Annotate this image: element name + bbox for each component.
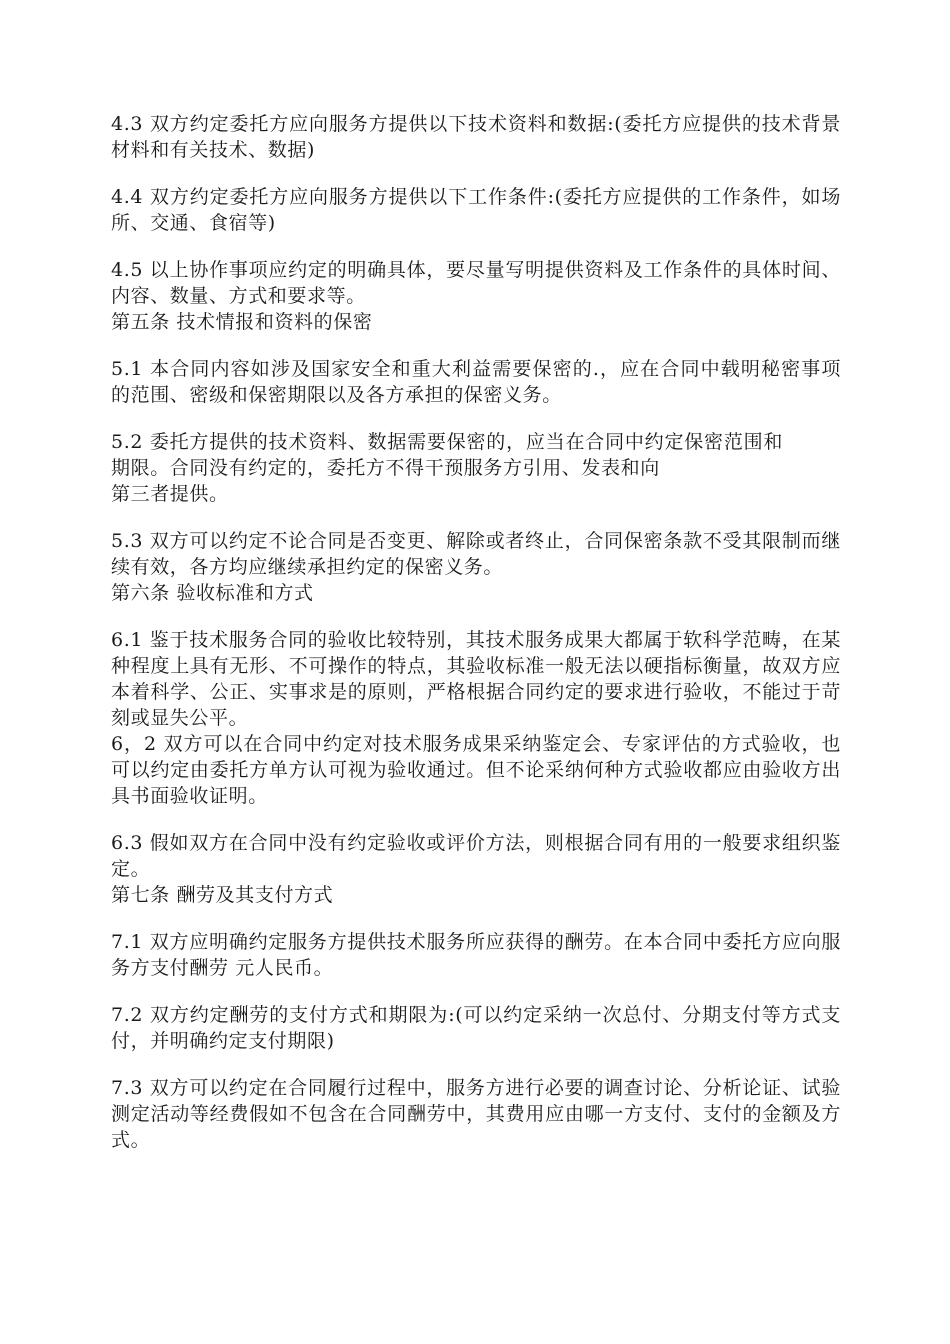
section-heading-6: 第六条 验收标准和方式 [111, 582, 314, 604]
document-body [111, 111, 841, 1153]
clause-7-1: 7.1 双方应明确约定服务方提供技术服务所应获得的酬劳。在本合同中委托方应向服务方支付酬劳 元人民币。 [111, 931, 841, 979]
clause-5-2 [111, 429, 841, 507]
clause-4-4: 4.4 双方约定委托方应向服务方提供以下工作条件:(委托方应提供的工作条件，如场所、交通、食宿等) [111, 186, 841, 234]
clause-4-5: 4.5 以上协作事项应约定的明确具体，要尽量写明提供资料及工作条件的具体时间、内容、数量、方式和要求等。 [111, 259, 841, 307]
section-heading-7: 第七条 酬劳及其支付方式 [111, 884, 334, 906]
clause-6-2: 6，2 双方可以在合同中约定对技术服务成果采纳鉴定会、专家评估的方式验收，也可以约定由委托方单方认可视为验收通过。但不论采纳何种方式验收都应由验收方出具书面验收证明。 [111, 733, 841, 807]
clause-6-3: 6.3 假如双方在合同中没有约定验收或评价方法，则根据合同有用的一般要求组织鉴定。 [111, 832, 841, 880]
clause-4-3: 4.3 双方约定委托方应向服务方提供以下技术资料和数据:(委托方应提供的技术背景材料和有关技术、数据) [111, 113, 841, 161]
clause-5-1: 5.1 本合同内容如涉及国家安全和重大利益需要保密的.，应在合同中载明秘密事项的范围、密级和保密期限以及各方承担的保密义务。 [111, 358, 841, 406]
clause-7-2: 7.2 双方约定酬劳的支付方式和期限为:(可以约定采纳一次总付、分期支付等方式支付，并明确约定支付期限) [111, 1004, 841, 1052]
clause-6-1: 6.1 鉴于技术服务合同的验收比较特别，其技术服务成果大都属于软科学范畴，在某种程度上具有无形、不可操作的特点，其验收标准一般无法以硬指标衡量，故双方应本着科学、公正、实事求是的原则，严格根据合同约定的要求进行验收，不能过于苛刻或显失公平。 [111, 629, 841, 729]
section-heading-5: 第五条 技术情报和资料的保密 [111, 311, 373, 333]
clause-5-3: 5.3 双方可以约定不论合同是否变更、解除或者终止，合同保密条款不受其限制而继续有效，各方均应继续承担约定的保密义务。 [111, 530, 841, 578]
clause-5-2-text: 5.2 委托方提供的技术资料、数据需要保密的，应当在合同中约定保密范围和期限。合同没有约定的，委托方不得干预服务方引用、发表和向 [111, 431, 783, 479]
clause-5-2-continuation: 第三者提供。 [111, 483, 229, 505]
clause-7-3: 7.3 双方可以约定在合同履行过程中，服务方进行必要的调查讨论、分析论证、试验测定活动等经费假如不包含在合同酬劳中，其费用应由哪一方支付、支付的金额及方式。 [111, 1077, 841, 1151]
